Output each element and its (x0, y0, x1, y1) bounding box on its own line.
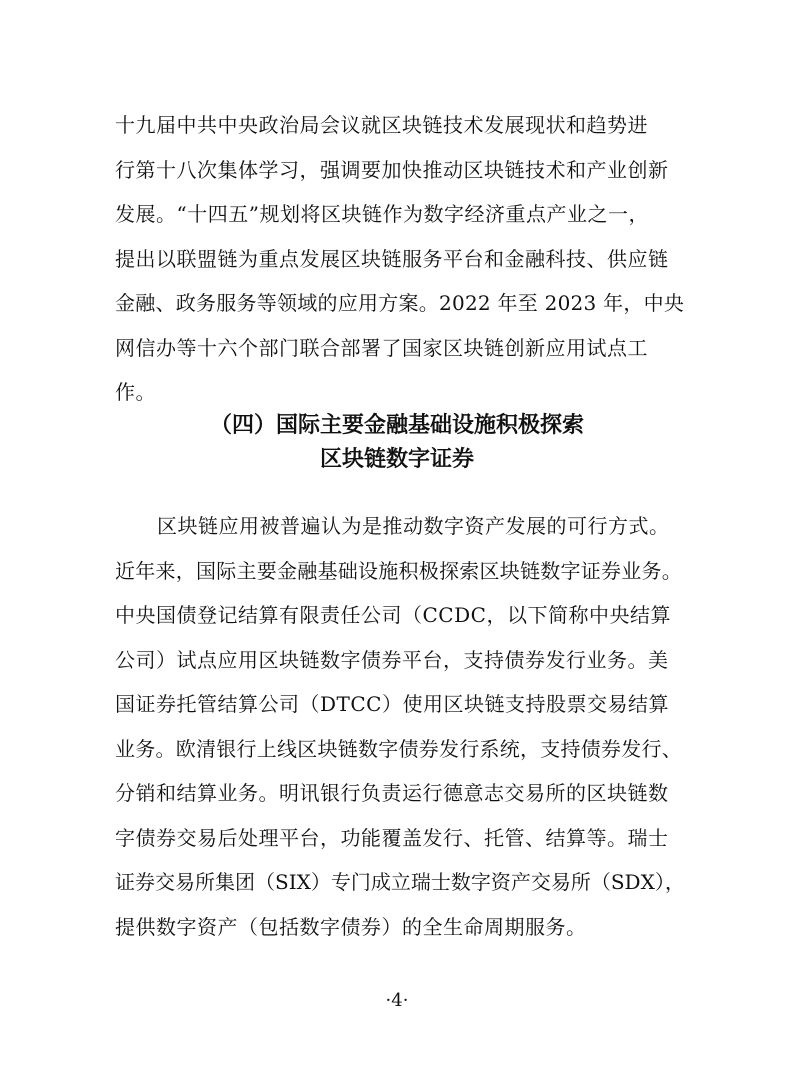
text-line: 发展。“十四五”规划将区块链作为数字经济重点产业之一， (115, 202, 649, 226)
text-line: 分销和结算业务。明讯银行负责运行德意志交易所的区块链数 (115, 781, 669, 805)
text-line: 作。 (115, 380, 156, 404)
text-line: 国证券托管结算公司（DTCC）使用区块链支持股票交易结算 (115, 692, 669, 716)
text-line: 网信办等十六个部门联合部署了国家区块链创新应用试点工 (115, 335, 648, 360)
text-line: 提出以联盟链为重点发展区块链服务平台和金融科技、供应链 (115, 246, 669, 271)
text-line: 证券交易所集团（SIX）专门成立瑞士数字资产交易所（SDX）， (115, 870, 685, 894)
text-line: 中央国债登记结算有限责任公司（CCDC，以下简称中央结算 (115, 603, 671, 627)
text-line: 提供数字资产（包括数字债券）的全生命周期服务。 (115, 914, 587, 939)
text-line: 公司）试点应用区块链数字债券平台，支持债券发行业务。美 (115, 647, 669, 672)
text-line: 区块链应用被普遍认为是推动数字资产发展的可行方式。 (157, 514, 670, 538)
section-heading-line-2: 区块链数字证券 (319, 447, 474, 472)
text-line: 金融、政务服务等领域的应用方案。2022 年至 2023 年，中央 (115, 291, 685, 315)
text-line: 行第十八次集体学习，强调要加快推动区块链技术和产业创新 (115, 157, 669, 182)
text-line: 近年来，国际主要金融基础设施积极探索区块链数字证券业务。 (115, 558, 682, 583)
text-line: 业务。欧清银行上线区块链数字债券发行系统，支持债券发行、 (115, 736, 682, 761)
section-heading-line-1: （四）国际主要金融基础设施积极探索 (209, 413, 584, 438)
page-number: ·4· (385, 990, 409, 1011)
paragraph-intro (115, 103, 685, 415)
section-heading (0, 409, 794, 477)
text-line: 字债券交易后处理平台，功能覆盖发行、托管、结算等。瑞士 (115, 825, 669, 850)
text-line: 十九届中共中央政治局会议就区块链技术发展现状和趋势进 (115, 113, 648, 137)
paragraph-digital-securities (115, 504, 685, 949)
